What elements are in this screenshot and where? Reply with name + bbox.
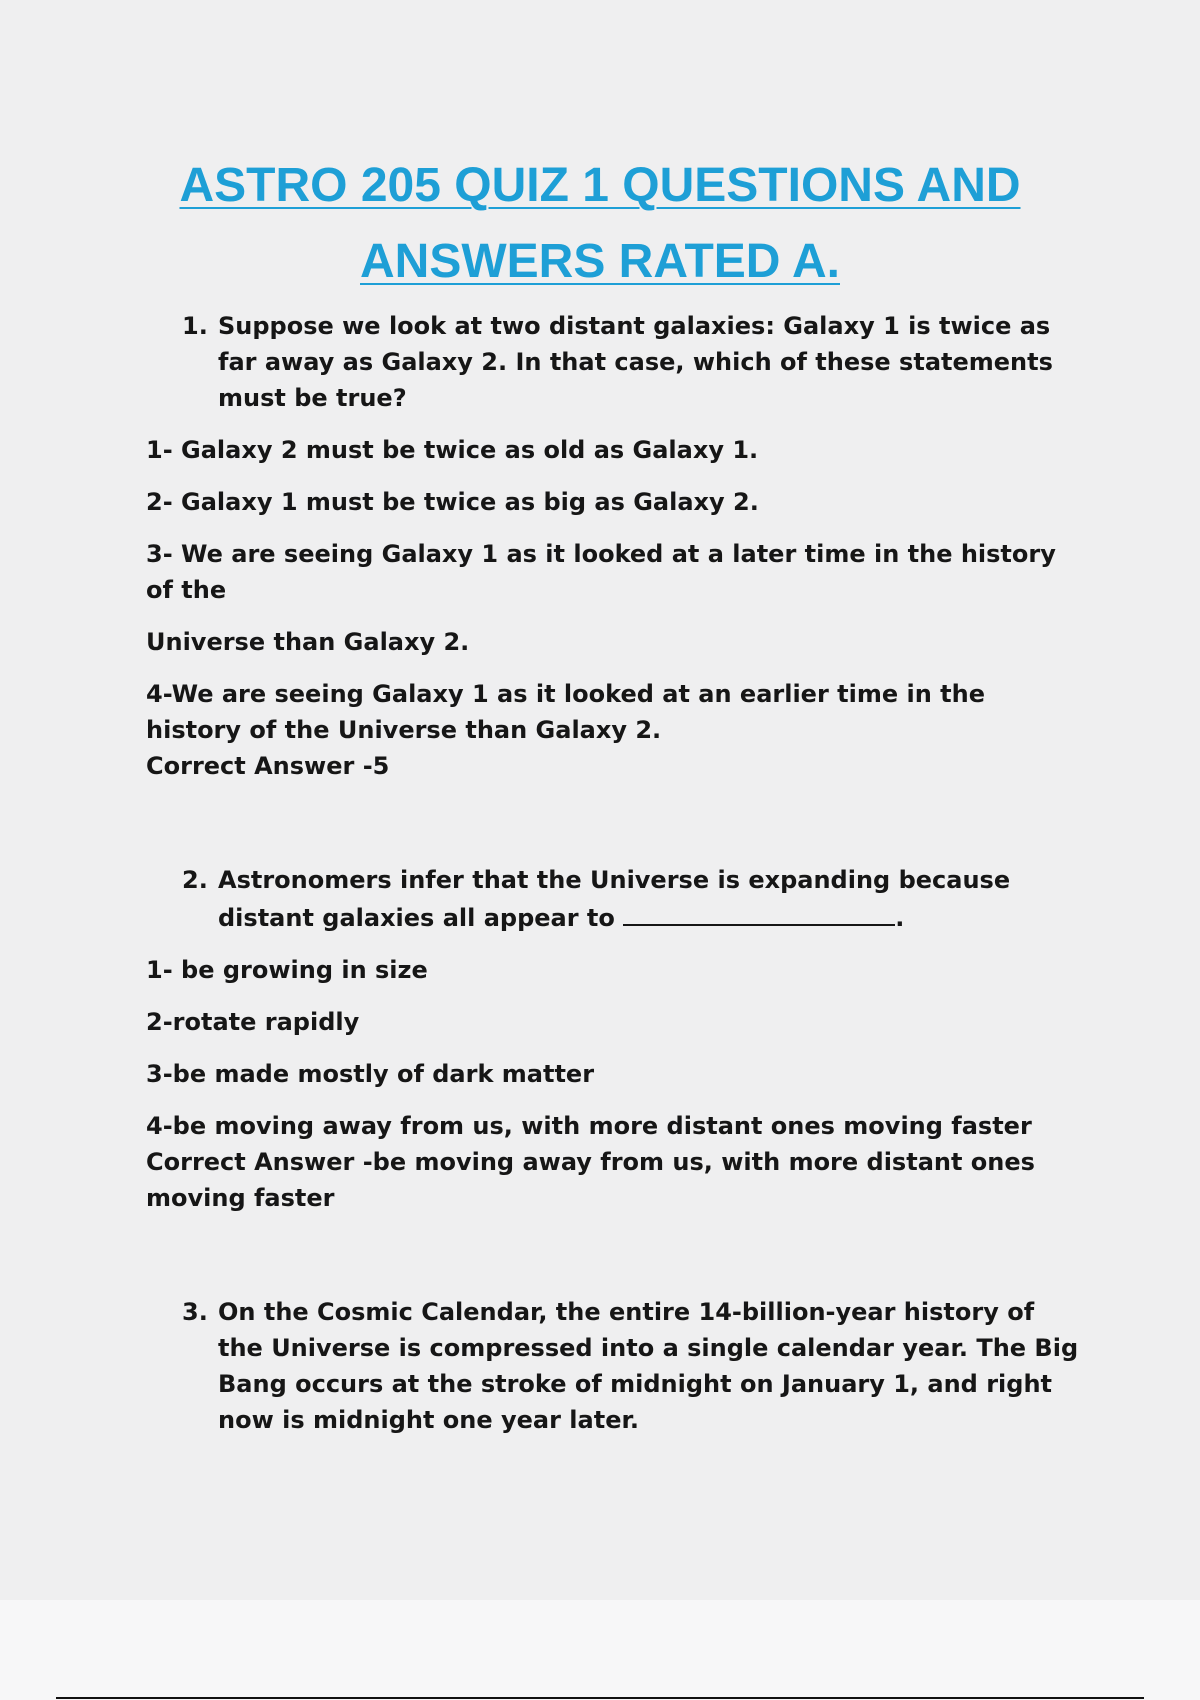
option-item: 2-rotate rapidly [146,1008,360,1036]
title-line-2: ANSWERS RATED A. [360,235,840,288]
question-text-end: . [895,904,905,932]
option-item-continued: Universe than Galaxy 2. [146,628,470,656]
option-item: 3-be made mostly of dark matter [146,1060,595,1088]
correct-answer: Correct Answer -be moving away from us, with more distant ones moving faster [146,1148,1035,1212]
option-item: 1- Galaxy 2 must be twice as old as Galaxy 1. [146,436,759,464]
option-item: 2- Galaxy 1 must be twice as big as Galaxy 2. [146,488,759,516]
question-number: 3. [182,1298,208,1326]
question-2 [146,862,1086,936]
footer-divider [56,1697,1144,1699]
option-item: 3- We are seeing Galaxy 1 as it looked at a later time in the history of the [146,540,1056,604]
question-text: Suppose we look at two distant galaxies: Galaxy 1 is twice as far away as Galaxy 2. In that case, which of these statements must be true? [218,312,1053,412]
question-text: Astronomers infer that the Universe is expanding because distant galaxies all appear to [218,866,1011,932]
quiz-content [146,308,1086,1438]
question-number: 1. [182,312,208,340]
option-item: 1- be growing in size [146,956,428,984]
title-line-1: ASTRO 205 QUIZ 1 QUESTIONS AND [179,159,1021,212]
answer-blank-line [623,898,895,926]
question-3 [146,1294,1086,1438]
page-footer-area [0,1600,1200,1700]
question-text: On the Cosmic Calendar, the entire 14-billion-year history of the Universe is compressed into a single calendar year. The Big Bang occurs at the stroke of midnight on January 1, and right now is midnight one year later. [218,1298,1079,1434]
correct-answer: Correct Answer -5 [146,752,390,780]
question-1 [146,308,1086,416]
question-number: 2. [182,866,208,894]
option-item: 4-be moving away from us, with more distant ones moving faster [146,1112,1032,1140]
option-item: 4-We are seeing Galaxy 1 as it looked at an earlier time in the history of the Universe than Galaxy 2. [146,680,985,744]
document-title [0,148,1200,300]
